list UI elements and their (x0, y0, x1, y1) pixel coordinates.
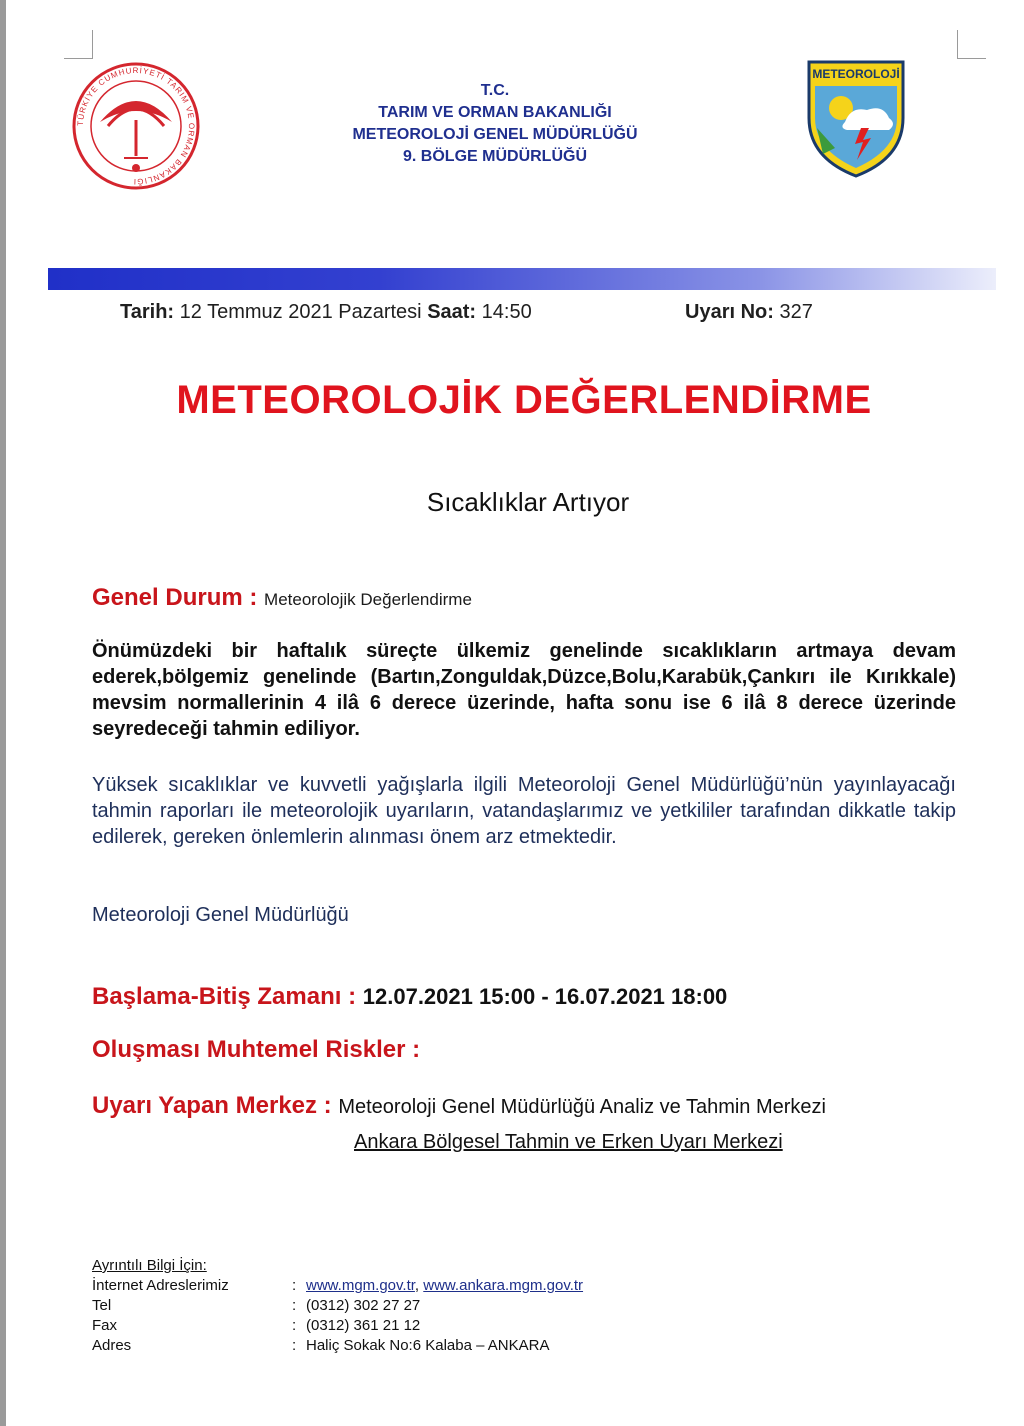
footer-row-fax (92, 1316, 583, 1336)
footer-heading: Ayrıntılı Bilgi İçin: (92, 1257, 207, 1274)
footer-colon: : (292, 1337, 297, 1354)
letterhead (0, 0, 1024, 265)
org-line-tc: T.C. (480, 82, 510, 99)
time-label: Saat: (427, 301, 477, 323)
svg-text:TÜRKİYE CUMHURİYETİ TARIM VE O: TÜRKİYE CUMHURİYETİ TARIM VE ORMAN BAKANLIĞI (75, 65, 197, 187)
forecast-paragraph: Önümüzdeki bir haftalık süreçte ülkemiz genelinde sıcaklıkların artmaya devam ederek,bölgemiz genelinde (Bartın,Zonguldak,Düzce,Bolu,Karabük,Çankırı ile Kırıkkale) mevsim normallerinin 4 ilâ 6 derece üzerinde, hafta sonu ise 6 ilâ 8 derece üzerinde seyredeceği tahmin ediliyor. (92, 640, 956, 740)
date-time-line (120, 300, 532, 324)
organization-name (300, 80, 690, 168)
footer-value: (0312) 302 27 27 (306, 1297, 421, 1314)
general-status (92, 584, 472, 612)
general-status-value: Meteorolojik Değerlendirme (264, 590, 472, 609)
time-value: 14:50 (481, 301, 532, 323)
issuing-center-label: Uyarı Yapan Merkez : (92, 1092, 332, 1119)
issuing-center (92, 1092, 826, 1120)
advisory-paragraph: Yüksek sıcaklıklar ve kuvvetli yağışlarla ilgili Meteoroloji Genel Müdürlüğü’nün yayınlayacağı tahmin raporları ile meteorolojik uyarıların, vatandaşlarımız ve yetkililer tarafından dikkatle takip edilerek, gereken önlemlerin alınması önem arz etmektedir. (92, 774, 956, 848)
validity-label: Başlama-Bitiş Zamanı : (92, 983, 357, 1010)
date-label: Tarih: (120, 301, 175, 323)
footer-label: Fax (92, 1317, 118, 1334)
regional-center: Ankara Bölgesel Tahmin ve Erken Uyarı Merkezi (354, 1131, 783, 1153)
footer-label: İnternet Adreslerimiz (92, 1277, 229, 1294)
general-status-separator: : (242, 584, 265, 611)
footer-row-tel (92, 1296, 583, 1316)
signature: Meteoroloji Genel Müdürlüğü (92, 904, 349, 926)
validity-value: 12.07.2021 15:00 - 16.07.2021 18:00 (362, 984, 728, 1009)
validity-period (92, 983, 727, 1011)
link-separator: , (414, 1277, 424, 1294)
meteoroloji-logo (805, 58, 907, 180)
org-line-directorate: METEOROLOJİ GENEL MÜDÜRLÜĞÜ (352, 126, 638, 143)
footer-value: Haliç Sokak No:6 Kalaba – ANKARA (306, 1337, 550, 1354)
footer-colon: : (292, 1317, 297, 1334)
alert-label: Uyarı No: (685, 301, 774, 323)
footer-row-web (92, 1276, 583, 1296)
alert-value: 327 (779, 301, 813, 323)
website-link[interactable]: www.mgm.gov.tr (306, 1277, 415, 1294)
possible-risks (92, 1036, 420, 1064)
svg-text:METEOROLOJİ: METEOROLOJİ (812, 67, 900, 81)
footer-colon: : (292, 1277, 297, 1294)
footer-label: Tel (92, 1297, 112, 1314)
general-status-label: Genel Durum (92, 584, 243, 611)
document-subtitle: Sıcaklıklar Artıyor (426, 487, 630, 517)
contact-footer (92, 1256, 583, 1356)
footer-value: (0312) 361 21 12 (306, 1317, 421, 1334)
header-divider-bar (48, 268, 996, 290)
regional-website-link[interactable]: www.ankara.mgm.gov.tr (423, 1277, 584, 1294)
date-value: 12 Temmuz 2021 Pazartesi (179, 301, 422, 323)
issuing-center-value: Meteoroloji Genel Müdürlüğü Analiz ve Tahmin Merkezi (338, 1096, 826, 1118)
footer-label: Adres (92, 1337, 132, 1354)
ministry-seal-logo (70, 60, 202, 192)
alert-number-line (685, 300, 813, 324)
document-title: METEOROLOJİK DEĞERLENDİRME (176, 378, 872, 422)
footer-colon: : (292, 1297, 297, 1314)
org-line-ministry: TARIM VE ORMAN BAKANLIĞI (378, 104, 612, 121)
risks-label: Oluşması Muhtemel Riskler : (92, 1036, 421, 1063)
footer-row-address (92, 1336, 583, 1356)
footer-value (306, 1276, 583, 1296)
org-line-region: 9. BÖLGE MÜDÜRLÜĞÜ (403, 148, 587, 165)
